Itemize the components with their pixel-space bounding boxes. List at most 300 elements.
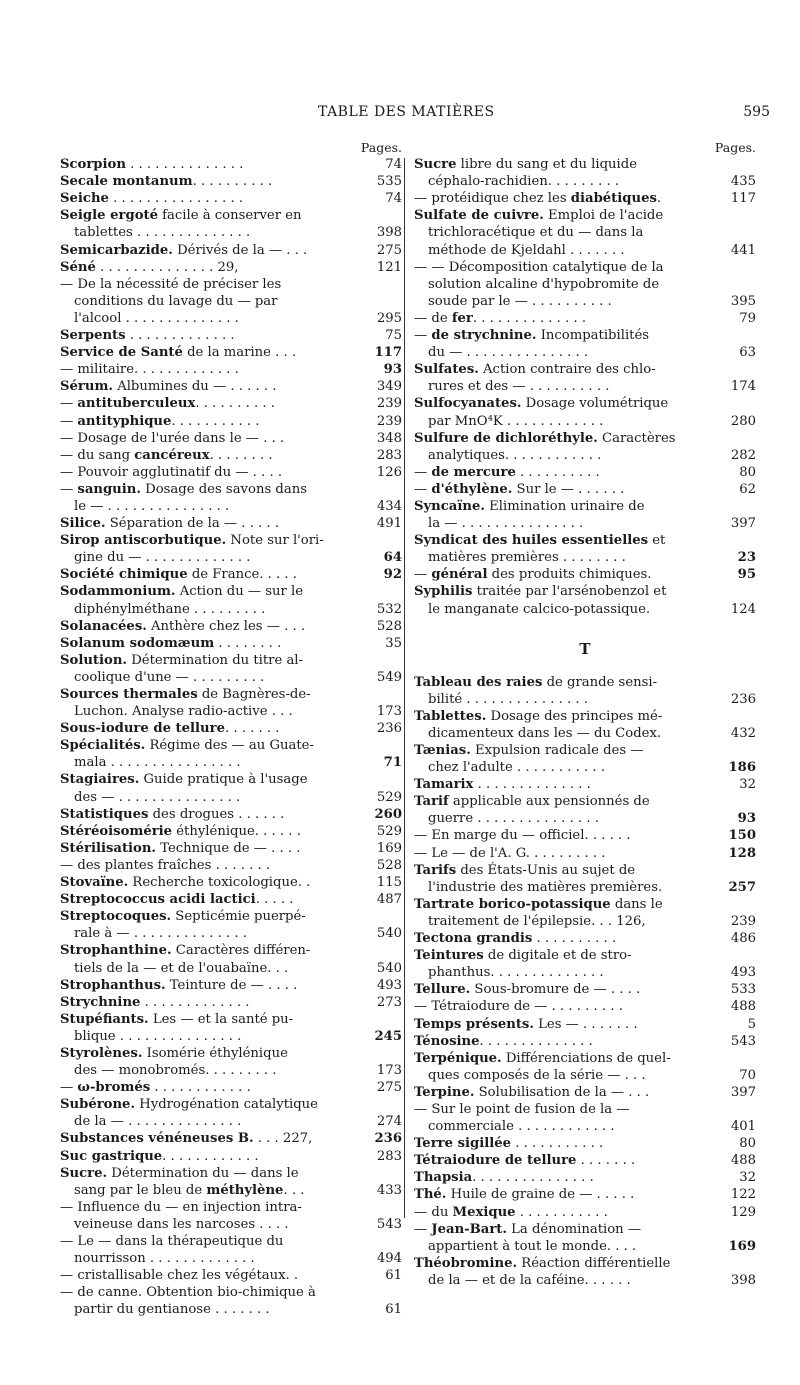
entry-line [60, 635, 402, 652]
entry-text: Substances vénéneuses B. . . . 227, [60, 1131, 313, 1147]
entry-line [414, 776, 756, 793]
entry-text: — Pouvoir agglutinatif du — . . . . [60, 464, 283, 480]
entry-line [414, 1135, 756, 1152]
entry-line [414, 1067, 756, 1084]
index-entry [414, 395, 756, 429]
entry-page-number: 488 [728, 1152, 756, 1169]
entry-line [414, 930, 756, 947]
entry-page-number: 494 [374, 1250, 402, 1267]
entry-line [60, 908, 402, 925]
entry-line [414, 981, 756, 998]
pages-label: Pages. [360, 140, 402, 155]
entry-line [414, 344, 756, 361]
entry-line [414, 310, 756, 327]
right-column [414, 139, 756, 1289]
entry-line [414, 1084, 756, 1101]
index-entry [414, 1186, 756, 1203]
entry-line [60, 977, 402, 994]
entry-text: — antityphique. . . . . . . . . . . [60, 413, 260, 429]
entry-line [60, 686, 402, 703]
entry-page-number: 528 [374, 618, 402, 635]
index-entry [414, 1084, 756, 1101]
entry-page-number: 398 [374, 224, 402, 241]
entry-text: — de strychnine. Incompatibilités [414, 328, 650, 344]
entry-line [414, 1152, 756, 1169]
entry-line [414, 601, 756, 618]
entry-page-number: 529 [374, 823, 402, 840]
index-entry [60, 1079, 402, 1096]
entry-line [414, 1169, 756, 1186]
entry-line [60, 327, 402, 344]
index-entry [414, 190, 756, 207]
entry-line [414, 827, 756, 844]
entry-text: du — . . . . . . . . . . . . . . . [428, 345, 589, 361]
entry-line [60, 720, 402, 737]
index-entry [60, 1148, 402, 1165]
entry-page-number: 432 [728, 725, 756, 742]
entry-page-number: 540 [374, 925, 402, 942]
entry-line [60, 1079, 402, 1096]
entry-text: Solanacées. Anthère chez les — . . . [60, 618, 306, 634]
entry-page-number: 62 [736, 481, 756, 498]
entry-line [60, 891, 402, 908]
index-entry [60, 327, 402, 344]
entry-line [414, 156, 756, 173]
entry-line [414, 583, 756, 600]
pages-label: Pages. [714, 140, 756, 155]
entry-line [414, 742, 756, 759]
entry-line [60, 207, 402, 224]
entry-text: Séné . . . . . . . . . . . . . . 29, [60, 259, 239, 275]
index-entry [414, 1016, 756, 1033]
index-entry [414, 1101, 756, 1135]
index-entry [414, 1255, 756, 1289]
entry-text: — de fer. . . . . . . . . . . . . . [414, 310, 587, 326]
entry-text: — Influence du — en injection intra- [60, 1199, 302, 1215]
entry-line [414, 413, 756, 430]
entry-line [414, 708, 756, 725]
entry-page-number: 80 [736, 464, 756, 481]
index-entry [60, 994, 402, 1011]
entry-text: rale à — . . . . . . . . . . . . . . [74, 926, 247, 942]
entry-line [414, 430, 756, 447]
entry-page-number: 61 [382, 1267, 402, 1284]
index-entry [60, 361, 402, 378]
index-entry [414, 327, 756, 361]
index-entry [414, 708, 756, 742]
entry-page-number: 397 [728, 1084, 756, 1101]
index-entry [60, 977, 402, 994]
entry-page-number: 395 [728, 293, 756, 310]
entry-page-number: 274 [374, 1113, 402, 1130]
entry-line [60, 1301, 402, 1318]
entry-text: Temps présents. Les — . . . . . . . [414, 1016, 638, 1032]
index-entry [414, 674, 756, 708]
index-entry [60, 1011, 402, 1045]
entry-line [414, 566, 756, 583]
index-entry [60, 173, 402, 190]
index-entry [414, 361, 756, 395]
index-entry [60, 430, 402, 447]
entry-page-number: 186 [725, 759, 756, 776]
entry-line [60, 1250, 402, 1267]
entry-line [414, 1272, 756, 1289]
entry-line [60, 840, 402, 857]
entry-text: de la — et de la caféine. . . . . . [428, 1272, 631, 1288]
entry-line [60, 806, 402, 823]
entry-page-number: 126 [374, 464, 402, 481]
entry-line [414, 224, 756, 241]
entry-line [60, 276, 402, 293]
entry-line [414, 242, 756, 259]
entry-text: Sous-iodure de tellure. . . . . . . [60, 721, 280, 737]
index-entry [60, 464, 402, 481]
entry-page-number: 129 [728, 1204, 756, 1221]
entry-line [414, 327, 756, 344]
entry-line [414, 378, 756, 395]
entry-page-number: 549 [374, 669, 402, 686]
entry-text: — sanguin. Dosage des savons dans [60, 481, 307, 497]
entry-page-number: 95 [735, 566, 756, 583]
entry-text: Syndicat des huiles essentielles et [414, 533, 666, 549]
entry-text: Terpine. Solubilisation de la — . . . [414, 1084, 650, 1100]
entry-page-number: 80 [736, 1135, 756, 1152]
entry-text: appartient à tout le monde. . . . [428, 1238, 637, 1254]
index-entry [414, 776, 756, 793]
entry-text: Stéréoisomérie éthylénique. . . . . . [60, 823, 301, 839]
entry-text: de la — . . . . . . . . . . . . . . [74, 1114, 242, 1130]
entry-text: — Le — de l'A. G. . . . . . . . . . [414, 845, 606, 861]
index-entry [414, 566, 756, 583]
entry-line [60, 601, 402, 618]
entry-text: Strychnine . . . . . . . . . . . . . [60, 994, 250, 1010]
index-entry [60, 156, 402, 173]
entry-page-number: 260 [371, 806, 402, 823]
entry-page-number: 535 [374, 173, 402, 190]
index-entry [60, 566, 402, 583]
index-entry [414, 1221, 756, 1255]
entry-page-number: 115 [374, 874, 402, 891]
entry-line [60, 395, 402, 412]
entry-page-number: 543 [728, 1033, 756, 1050]
entry-page-number: 295 [374, 310, 402, 327]
entry-line [414, 293, 756, 310]
entry-line [414, 1033, 756, 1050]
entry-text: — militaire. . . . . . . . . . . . . [60, 362, 239, 378]
entry-line [60, 259, 402, 276]
entry-text: — cristallisable chez les végétaux. . [60, 1268, 299, 1284]
entry-text: tiels de la — et de l'ouabaïne. . . [74, 960, 289, 976]
entry-text: Service de Santé de la marine . . . [60, 345, 297, 361]
entry-page-number: 543 [374, 1216, 402, 1233]
entry-line [414, 1050, 756, 1067]
entry-page-number: 239 [374, 395, 402, 412]
entry-text: conditions du lavage du — par [74, 293, 278, 309]
entry-line [414, 1186, 756, 1203]
index-entry [60, 515, 402, 532]
entry-line [60, 1267, 402, 1284]
index-entry [414, 583, 756, 617]
entry-line [414, 395, 756, 412]
entry-page-number: 441 [728, 242, 756, 259]
entry-page-number: 174 [728, 378, 756, 395]
entry-line [414, 1255, 756, 1272]
entry-page-number: 93 [735, 810, 756, 827]
entry-text: gine du — . . . . . . . . . . . . . [74, 550, 251, 566]
entry-page-number: 169 [374, 840, 402, 857]
entry-line [60, 874, 402, 891]
running-title: TABLE DES MATIÈRES [318, 104, 495, 120]
entry-text: Streptococcus acidi lactici. . . . . [60, 892, 294, 908]
entry-text: Spécialités. Régime des — au Guate- [60, 738, 314, 754]
entry-line [60, 224, 402, 241]
entry-line [414, 1238, 756, 1255]
entry-page-number: 283 [374, 447, 402, 464]
entry-page-number: 173 [374, 1062, 402, 1079]
entry-text: chez l'adulte . . . . . . . . . . . [428, 760, 606, 776]
entry-text: Tænias. Expulsion radicale des — [414, 743, 644, 758]
entry-text: analytiques. . . . . . . . . . . . [428, 447, 602, 463]
entry-text: Sulfates. Action contraire des chlo- [414, 362, 656, 378]
index-entry [60, 720, 402, 737]
entry-text: Tellure. Sous-bromure de — . . . . [414, 982, 641, 998]
entry-text: Tarif applicable aux pensionnés de [414, 794, 650, 810]
entry-text: Sucre. Détermination du — dans le [60, 1165, 299, 1181]
entry-line [60, 344, 402, 361]
index-entry [60, 1267, 402, 1284]
entry-line [414, 674, 756, 691]
entry-line [60, 1028, 402, 1045]
entry-line [414, 759, 756, 776]
entry-text: Seiche . . . . . . . . . . . . . . . . [60, 191, 244, 207]
entry-line [414, 259, 756, 276]
index-entry [60, 378, 402, 395]
index-entry [60, 481, 402, 515]
entry-text: par MnO⁴K . . . . . . . . . . . . [428, 413, 604, 429]
entry-text: Sulfocyanates. Dosage volumétrique [414, 396, 669, 412]
entry-page-number: 32 [736, 776, 756, 793]
entry-line [414, 1101, 756, 1118]
entry-line [60, 960, 402, 977]
index-entry [60, 583, 402, 617]
entry-line [60, 532, 402, 549]
entry-text: — De la nécessité de préciser les [60, 276, 282, 292]
index-entry [60, 1165, 402, 1199]
index-entry [60, 618, 402, 635]
entry-line [414, 549, 756, 566]
entry-line [60, 618, 402, 635]
entry-page-number: 434 [374, 498, 402, 515]
entry-line [60, 942, 402, 959]
entry-line [60, 669, 402, 686]
entry-line [414, 276, 756, 293]
entry-line [414, 896, 756, 913]
entry-page-number: 93 [381, 361, 402, 378]
entry-line [60, 156, 402, 173]
entry-line [60, 1199, 402, 1216]
index-entry [414, 862, 756, 896]
entry-line [60, 1045, 402, 1062]
entry-text: Sirop antiscorbutique. Note sur l'ori- [60, 533, 324, 549]
entry-text: Silice. Séparation de la — . . . . . [60, 516, 280, 532]
entry-line [60, 293, 402, 310]
entry-line [60, 378, 402, 395]
entry-text: Stagiaires. Guide pratique à l'usage [60, 772, 308, 788]
right-entries-t [414, 674, 756, 1289]
entry-text: — antituberculeux. . . . . . . . . . [60, 396, 275, 412]
entry-line [60, 447, 402, 464]
index-entry [60, 1233, 402, 1267]
entry-text: le — . . . . . . . . . . . . . . . [74, 498, 230, 514]
index-entry [414, 1033, 756, 1050]
entry-text: Tectona grandis . . . . . . . . . . [414, 931, 617, 947]
entry-text: Ténosine. . . . . . . . . . . . . . [414, 1033, 593, 1049]
entry-text: l'industrie des matières premières. [428, 879, 663, 895]
entry-page-number: 401 [728, 1118, 756, 1135]
entry-line [414, 725, 756, 742]
entry-page-number: 32 [736, 1169, 756, 1186]
entry-line [60, 413, 402, 430]
entry-line [60, 771, 402, 788]
entry-line [414, 810, 756, 827]
index-entry [60, 276, 402, 327]
left-entries [60, 156, 402, 1318]
index-entry [414, 981, 756, 998]
entry-line [60, 566, 402, 583]
entry-text: — de canne. Obtention bio-chimique à [60, 1285, 316, 1301]
entry-page-number: 117 [371, 344, 402, 361]
entry-line [414, 1221, 756, 1238]
entry-line [60, 1130, 402, 1147]
entry-text: — Le — dans la thérapeutique du [60, 1234, 284, 1249]
entry-text: commerciale . . . . . . . . . . . . [428, 1119, 615, 1135]
entry-line [60, 583, 402, 600]
entry-page-number: 239 [728, 913, 756, 930]
entry-text: Secale montanum. . . . . . . . . . [60, 174, 273, 190]
entry-page-number: 486 [728, 930, 756, 947]
entry-text: matières premières . . . . . . . . [428, 550, 626, 566]
index-entry [414, 498, 756, 532]
entry-page-number: 150 [725, 827, 756, 844]
entry-line [60, 823, 402, 840]
entry-line [414, 190, 756, 207]
entry-line [414, 361, 756, 378]
entry-text: Solanum sodomæum . . . . . . . . [60, 635, 282, 651]
index-entry [414, 947, 756, 981]
index-entry [414, 930, 756, 947]
entry-text: Tarifs des États-Unis au sujet de [414, 862, 636, 878]
entry-text: la — . . . . . . . . . . . . . . . [428, 516, 584, 532]
right-entries-s [414, 156, 756, 618]
entry-text: sang par le bleu de méthylène. . . [74, 1182, 305, 1198]
page-number: 595 [743, 104, 770, 120]
entry-page-number: 169 [725, 1238, 756, 1255]
entry-text: — de mercure . . . . . . . . . . [414, 464, 600, 480]
entry-text: Strophanthus. Teinture de — . . . . [60, 977, 298, 993]
entry-text: — du Mexique . . . . . . . . . . . [414, 1204, 608, 1220]
entry-page-number: 75 [382, 327, 402, 344]
entry-page-number: 257 [725, 879, 756, 896]
entry-text: blique . . . . . . . . . . . . . . . [74, 1028, 242, 1044]
entry-line [60, 754, 402, 771]
entry-text: Scorpion . . . . . . . . . . . . . . [60, 157, 244, 173]
index-entry [60, 823, 402, 840]
entry-line [414, 947, 756, 964]
entry-text: Tablettes. Dosage des principes mé- [414, 708, 663, 724]
entry-page-number: 173 [374, 703, 402, 720]
entry-line [414, 964, 756, 981]
entry-line [60, 1113, 402, 1130]
index-entry [60, 259, 402, 276]
index-entry [60, 532, 402, 566]
entry-text: — Dosage de l'urée dans le — . . . [60, 430, 285, 446]
entry-text: Terre sigillée . . . . . . . . . . . [414, 1136, 604, 1152]
entry-page-number: 74 [382, 156, 402, 173]
entry-text: Semicarbazide. Dérivés de la — . . . [60, 242, 308, 258]
left-column [60, 139, 402, 1318]
entry-page-number: 122 [728, 1186, 756, 1203]
index-entry [60, 635, 402, 652]
index-entry [414, 742, 756, 776]
entry-text: Seigle ergoté facile à conserver en [60, 208, 302, 224]
entry-page-number: 236 [374, 720, 402, 737]
entry-page-number: 280 [728, 413, 756, 430]
entry-line [60, 652, 402, 669]
entry-line [60, 1182, 402, 1199]
entry-text: mala . . . . . . . . . . . . . . . . [74, 755, 241, 771]
entry-text: Sucre libre du sang et du liquide [414, 157, 637, 173]
index-entry [60, 413, 402, 430]
entry-text: — Jean-Bart. La dénomination — [414, 1221, 642, 1237]
entry-page-number: 239 [374, 413, 402, 430]
index-entry [414, 481, 756, 498]
entry-line [60, 464, 402, 481]
index-entry [60, 942, 402, 976]
entry-page-number: 433 [374, 1182, 402, 1199]
entry-line [60, 242, 402, 259]
entry-text: Théobromine. Réaction différentielle [414, 1255, 671, 1271]
index-entry [60, 1096, 402, 1130]
entry-line [60, 1165, 402, 1182]
entry-text: Sources thermales de Bagnères-de- [60, 687, 311, 702]
entry-text: nourrisson . . . . . . . . . . . . . [74, 1251, 255, 1267]
entry-page-number: 532 [374, 601, 402, 618]
entry-page-number: 493 [728, 964, 756, 981]
entry-page-number: 275 [374, 1079, 402, 1096]
entry-line [60, 857, 402, 874]
entry-page-number: 63 [736, 344, 756, 361]
entry-text: phanthus. . . . . . . . . . . . . . [428, 965, 604, 981]
index-entry [60, 806, 402, 823]
entry-text: Syncaïne. Elimination urinaire de [414, 498, 645, 514]
entry-text: Société chimique de France. . . . . [60, 567, 297, 583]
entry-page-number: 435 [728, 173, 756, 190]
entry-page-number: 35 [382, 635, 402, 652]
entry-line [414, 862, 756, 879]
entry-line [60, 925, 402, 942]
entry-text: trichloracétique et du — dans la [428, 225, 644, 241]
index-entry [414, 1152, 756, 1169]
entry-text: Sulfure de dichloréthyle. Caractères [414, 430, 676, 446]
index-entry [60, 840, 402, 857]
entry-line [60, 1096, 402, 1113]
index-entry [414, 1169, 756, 1186]
entry-text: — Sur le point de fusion de la — [414, 1101, 630, 1117]
index-entry [60, 1045, 402, 1079]
entry-line [60, 1216, 402, 1233]
entry-text: Thé. Huile de graine de — . . . . . [414, 1187, 635, 1203]
index-entry [60, 207, 402, 241]
